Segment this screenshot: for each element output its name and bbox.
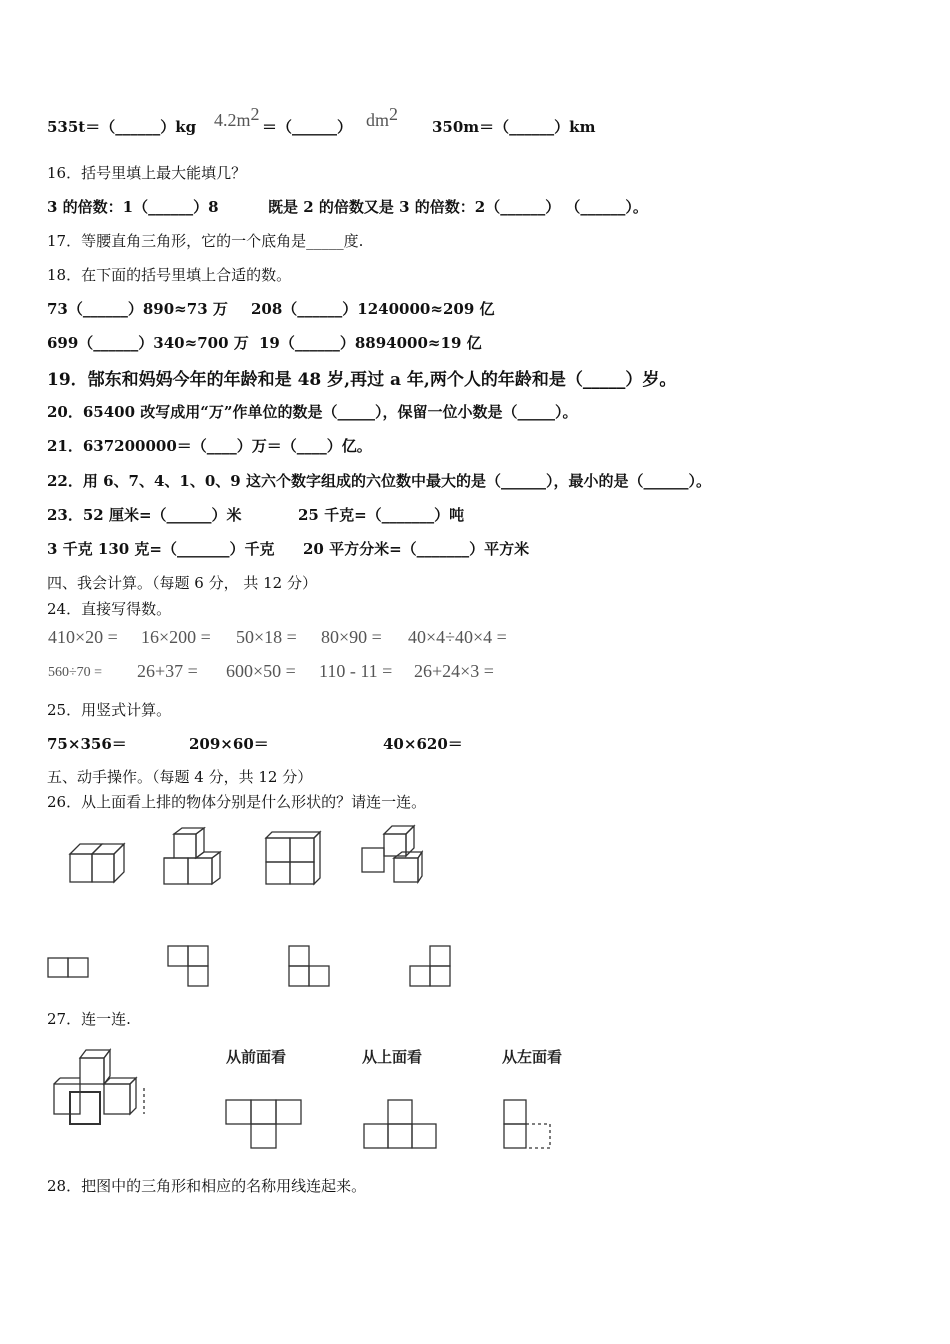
q26-object-3	[262, 830, 324, 888]
q20: 20．65400 改写成用“万”作单位的数是（_____），保留一位小数是（_____）。	[47, 403, 578, 421]
q18-r2b: 19（______）8894000≈19 亿	[259, 334, 482, 352]
section-5-heading: 五、动手操作。（每题 4 分，共 12 分）	[47, 768, 313, 786]
q16-b: 既是 2 的倍数又是 3 的倍数：2（______） （______）。	[268, 198, 648, 216]
q24-r2-1: 560÷70 =	[48, 665, 103, 680]
q28: 28．把图中的三角形和相应的名称用线连起来。	[47, 1177, 367, 1195]
q21: 21．637200000＝（____）万＝（____）亿。	[47, 437, 372, 455]
q24-title: 24．直接写得数。	[47, 600, 172, 618]
q16-title: 16．括号里填上最大能填几？	[47, 164, 247, 182]
q18-r1a: 73（______）890≈73 万	[47, 300, 228, 318]
q25-item-1: 75×356＝	[47, 735, 127, 753]
q24-r1-1: 410×20 =	[48, 627, 118, 647]
q18-r1b: 208（______）1240000≈209 亿	[251, 300, 495, 318]
q23-d: 20 平方分米=（_______）平方米	[303, 540, 530, 558]
q26-view-1	[46, 956, 92, 980]
q26-object-4	[358, 820, 426, 888]
q15-a: 535t＝（______）kg	[47, 118, 197, 136]
q24-r2-5: 26+24×3 =	[414, 661, 494, 681]
q24-r1-3: 50×18 =	[236, 627, 297, 647]
section-4-heading: 四、我会计算。（每题 6 分， 共 12 分）	[47, 574, 317, 592]
q15-b-value: $4.2m^2$	[214, 104, 260, 130]
q25-title: 25．用竖式计算。	[47, 701, 172, 719]
q23-a: 23．52 厘米=（______）米	[47, 506, 242, 524]
q23-c: 3 千克 130 克=（_______）千克	[47, 540, 275, 558]
q24-r2-2: 26+37 =	[137, 661, 198, 681]
q27-object	[50, 1046, 154, 1128]
q27-label-top: 从上面看	[362, 1048, 423, 1066]
q22: 22．用 6、7、4、1、0、9 这六个数字组成的六位数中最大的是（______），最小的是（______）。	[47, 472, 711, 490]
q24-r1-4: 80×90 =	[321, 627, 382, 647]
q27-view-left	[500, 1096, 558, 1154]
q26-object-2	[160, 826, 226, 888]
q25-item-3: 40×620＝	[383, 735, 463, 753]
q19: 19．郜东和妈妈今年的年龄和是 48 岁,再过 a 年,两个人的年龄和是（_____）岁。	[47, 370, 677, 390]
q15-c: 350m＝（______）km	[432, 118, 596, 136]
q18-r2a: 699（______）340≈700 万	[47, 334, 249, 352]
q27-label-left: 从左面看	[502, 1048, 563, 1066]
q16-a: 3 的倍数：1（______）8	[47, 198, 219, 216]
q27-view-top	[361, 1096, 443, 1154]
q24-r2-3: 600×50 =	[226, 661, 296, 681]
q24-r1-2: 16×200 =	[141, 627, 211, 647]
q26-title: 26．从上面看上排的物体分别是什么形状的？请连一连。	[47, 793, 427, 811]
q17: 17．等腰直角三角形，它的一个底角是_____度.	[47, 232, 364, 250]
q25-item-2: 209×60＝	[189, 735, 269, 753]
q15-b-blank: ＝（______）	[262, 118, 353, 136]
q18-title: 18．在下面的括号里填上合适的数。	[47, 266, 292, 284]
q24-r2-4: 110 - 11 =	[319, 661, 393, 681]
q27-label-front: 从前面看	[226, 1048, 287, 1066]
q26-object-1	[66, 838, 126, 886]
q27-view-front	[222, 1096, 306, 1154]
q26-view-2	[166, 944, 210, 988]
q24-r1-5: 40×4÷40×4 =	[408, 627, 507, 647]
q23-b: 25 千克=（_______）吨	[298, 506, 465, 524]
q26-view-4	[406, 944, 454, 988]
q15-b-unit: $dm^2$	[366, 104, 399, 130]
q26-view-3	[287, 944, 331, 988]
q27-title: 27．连一连.	[47, 1010, 131, 1028]
